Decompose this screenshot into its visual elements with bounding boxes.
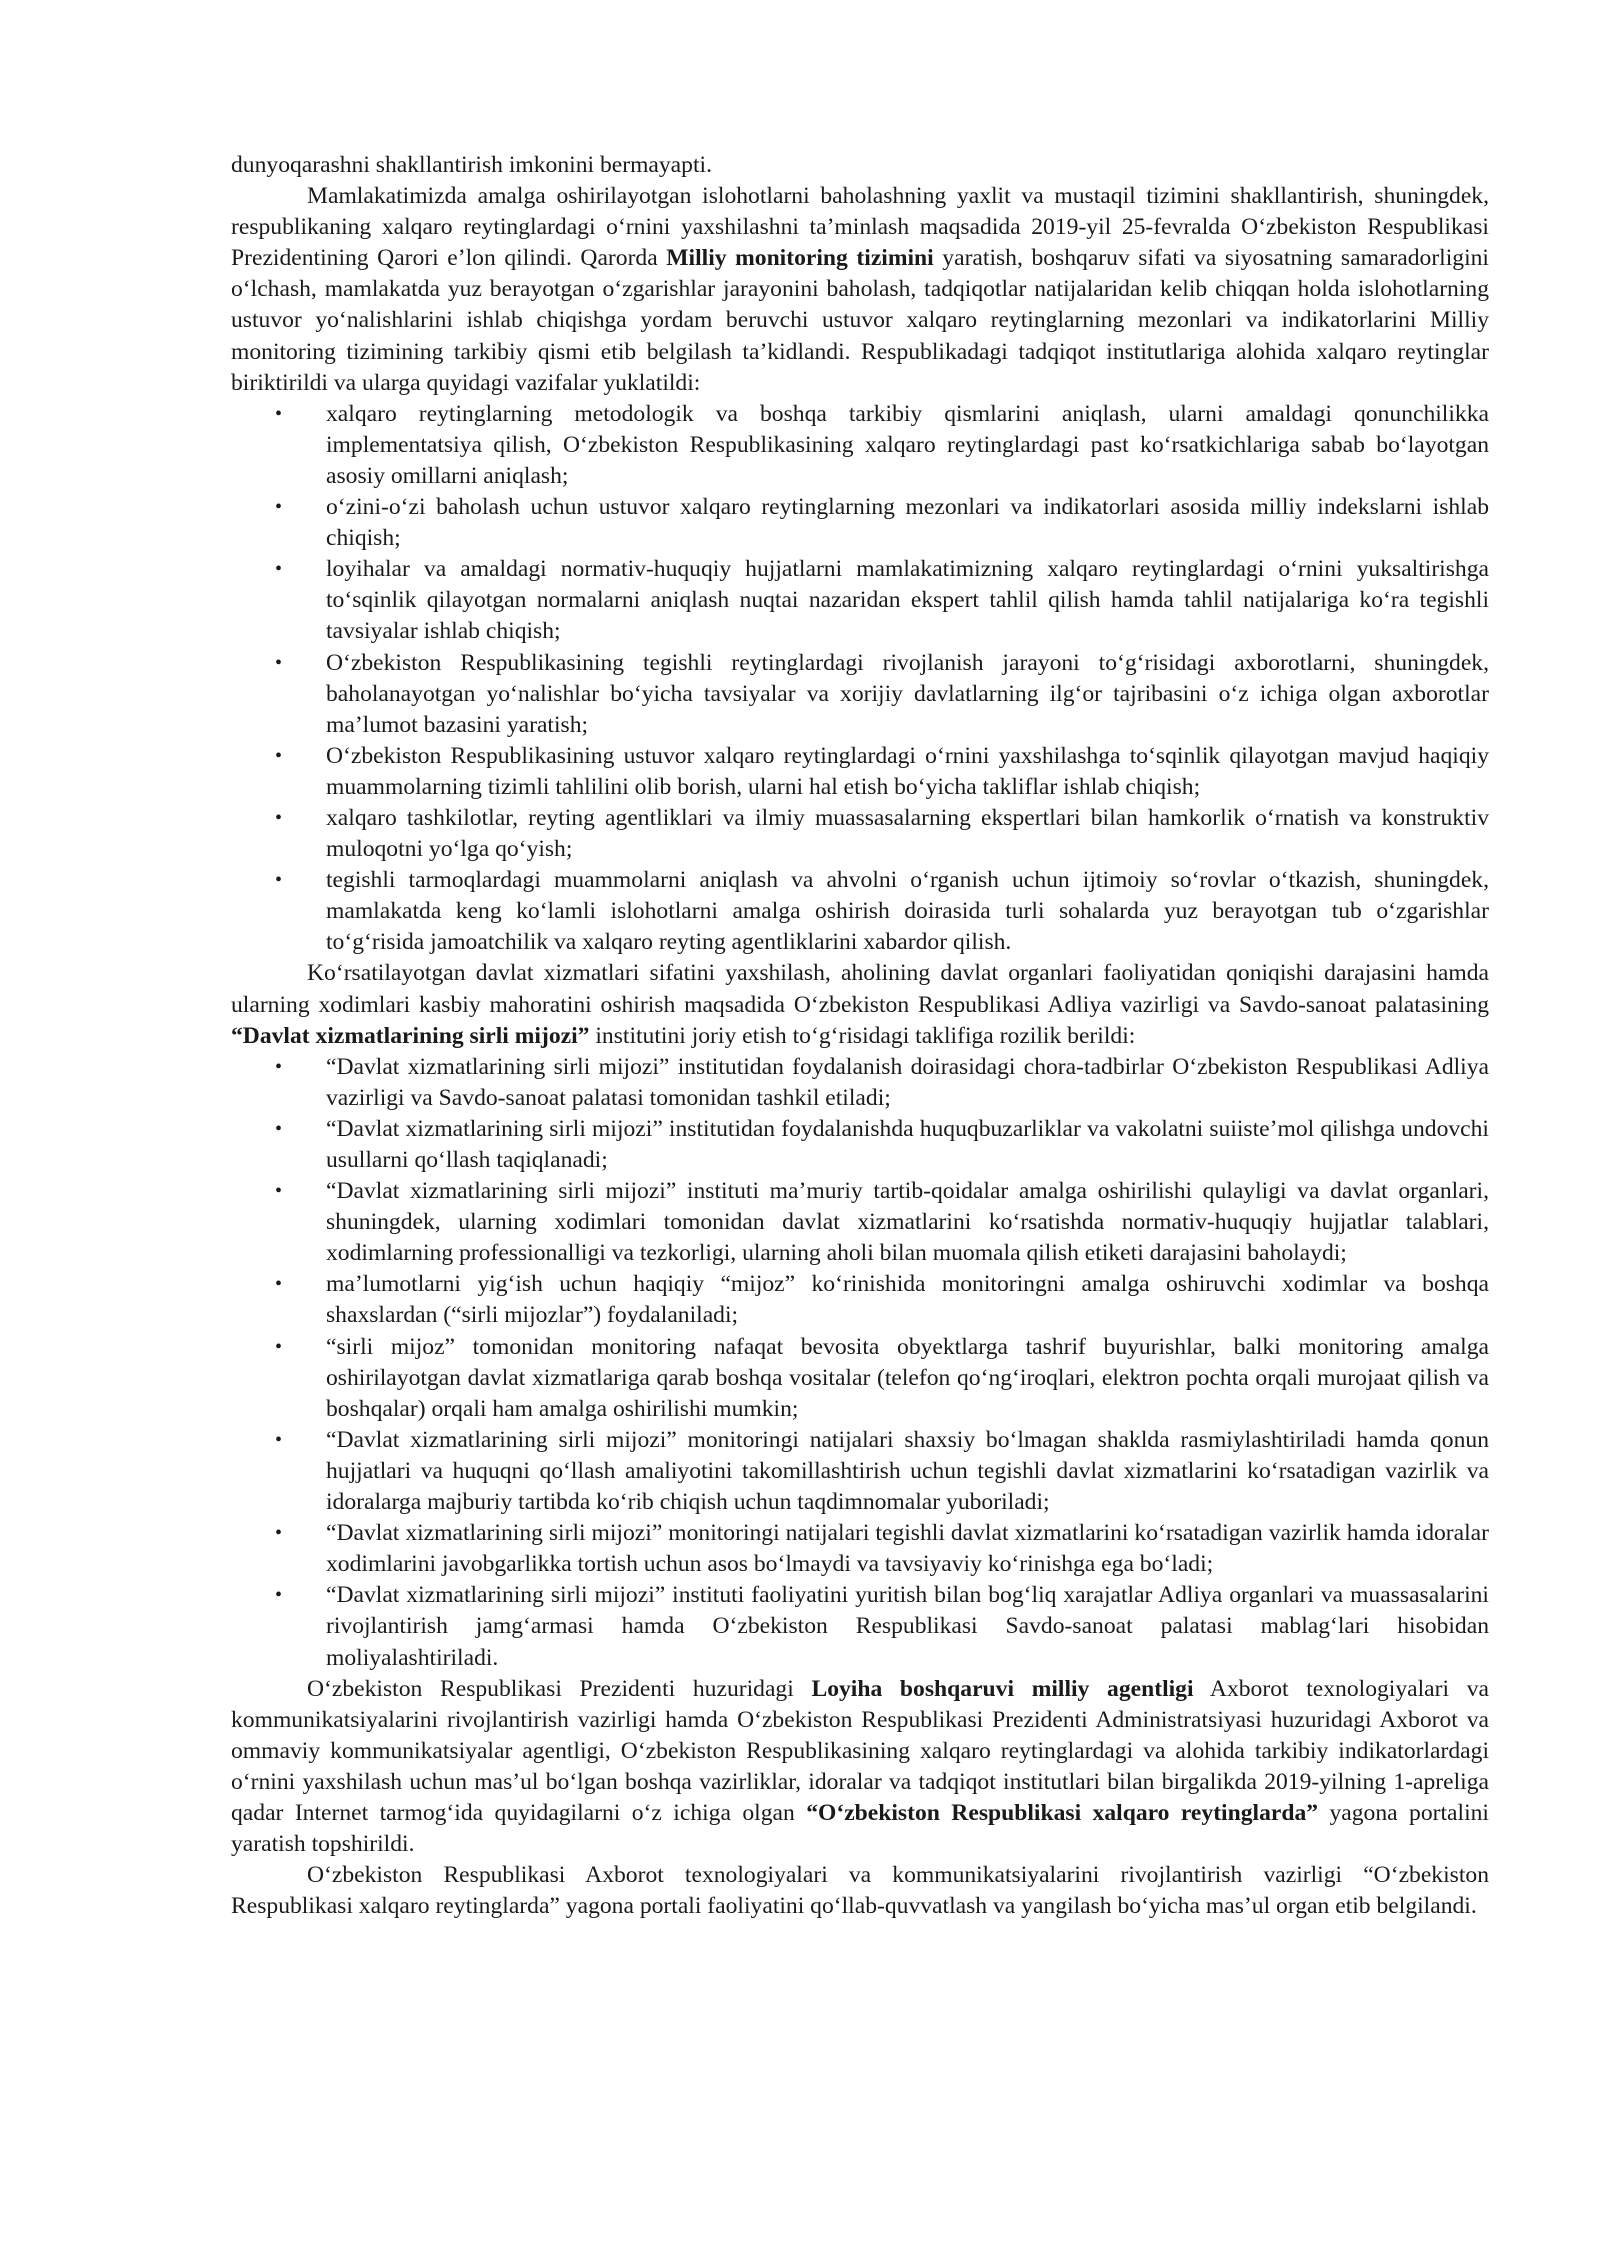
list-item: • o‘zini-o‘zi baholash uchun ustuvor xalqaro reytinglarning mezonlari va indikatorlari asosida milliy indekslarni ishlab chiqish; — [275, 494, 1489, 552]
list-item: • “Davlat xizmatlarining sirli mijozi” institutidan foydalanish doirasidagi chora-tadbirlar O‘zbekiston Respublikasi Adliya vazirligi va Savdo-sanoat palatasi tomonidan tashkil etiladi; — [275, 1053, 1489, 1111]
paragraph-responsible-body: O‘zbekiston Respublikasi Axborot texnologiyalari va kommunikatsiyalarini rivojlantirish vazirligi “O‘zbekiston Respublikasi xalqaro reytinglarda” yagona portali faoliyatini qo‘llab-quvvatlash va yangilash bo‘yicha mas’ul organ etib belgilandi. — [231, 1862, 1489, 1920]
bullet-icon: • — [275, 744, 283, 767]
bold-term-portal: “O‘zbekiston Respublikasi xalqaro reytinglarda” — [806, 1799, 1319, 1826]
bullet-icon: • — [275, 869, 283, 892]
bullet-icon: • — [275, 1117, 283, 1140]
bold-term-monitoring: Milliy monitoring tizimini — [666, 245, 934, 272]
bullet-icon: • — [275, 1180, 283, 1203]
list-item: • “Davlat xizmatlarining sirli mijozi” instituti faoliyatini yuritish bilan bog‘liq xarajatlar Adliya organlari va muassasalarini rivojlantirish jamg‘armasi hamda O‘zbekiston Respublikasi Savdo-sanoat palatasi mablag‘lari hisobidan moliyalashtiriladi. — [275, 1582, 1489, 1671]
list-item: • “Davlat xizmatlarining sirli mijozi” monitoringi natijalari shaxsiy bo‘lmagan shaklda rasmiylashtiriladi hamda qonun hujjatlari va huquqni qo‘llash amaliyotini takomillashtirish uchun tegishli davlat xizmatlarini ko‘rsatadigan vazirlik va idoralarga majburiy tartibda ko‘rib chiqish uchun taqdimnomalar yuboriladi; — [275, 1426, 1489, 1516]
bold-term-agency: Loyiha boshqaruvi milliy agentligi — [811, 1675, 1194, 1702]
list-item: • loyihalar va amaldagi normativ-huquqiy hujjatlarni mamlakatimizning xalqaro reytinglardagi o‘rnini yuksaltirishga to‘sqinlik qilayotgan normalarni aniqlash nuqtai nazaridan ekspert tahlil qilish hamda tahlil natijalariga ko‘ra tegishli tavsiyalar ishlab chiqish; — [275, 556, 1489, 645]
bullet-icon: • — [275, 402, 283, 425]
bullet-icon: • — [275, 806, 283, 829]
list-item: • xalqaro reytinglarning metodologik va boshqa tarkibiy qismlarini aniqlash, ularni amaldagi qonunchilikka implementatsiya qilish, O‘zbekiston Respublikasining xalqaro reytinglardagi past ko‘rsatkichlariga sabab bo‘layotgan asosiy omillarni aniqlash; — [275, 400, 1489, 489]
paragraph-national-monitoring: Mamlakatimizda amalga oshirilayotgan islohotlarni baholashning yaxlit va mustaqil tizimini shakllantirish, shuningdek, respublikaning xalqaro reytinglardagi o‘rnini yaxshilashni ta’minlash maqsadida 2019-yil 25-fevralda O‘zbekiston Respublikasi Prezidentining Qarori e’lon qilindi. Qarorda Milliy monitoring tizimini yaratish, boshqaruv sifati va siyosatning samaradorligini o‘lchash, mamlakatda yuz berayotgan o‘zgarishlar jarayonini baholash, tadqiqotlar natijalaridan kelib chiqqan holda islohotlarning ustuvor yo‘nalishlarini ishlab chiqishga yordam beruvchi ustuvor xalqaro reytinglarning mezonlari va indikatorlarini Milliy monitoring tizimining tarkibiy qismi etib belgilash ta’kidlandi. Respublikadagi tadqiqot institutlariga alohida xalqaro reytinglar biriktirildi va ularga quyidagi vazifalar yuklatildi: — [231, 183, 1489, 396]
tasks-list — [231, 399, 1489, 959]
list-item: • O‘zbekiston Respublikasining tegishli reytinglardagi rivojlanish jarayoni to‘g‘risidagi axborotlarni, shuningdek, baholanayotgan yo‘nalishlar bo‘yicha tavsiyalar va xorijiy davlatlarning ilg‘or tajribasini o‘z ichiga olgan axborotlar ma’lumot bazasini yaratish; — [275, 649, 1489, 738]
list-item: • tegishli tarmoqlardagi muammolarni aniqlash va ahvolni o‘rganish uchun ijtimoiy so‘rovlar o‘tkazish, shuningdek, mamlakatda keng ko‘lamli islohotlarni amalga oshirish doirasida turli sohalarda yuz berayotgan tub o‘zgarishlar to‘g‘risida jamoatchilik va xalqaro reyting agentliklarini xabardor qilish. — [275, 867, 1489, 956]
bullet-icon: • — [275, 1428, 283, 1451]
list-item: • “Davlat xizmatlarining sirli mijozi” monitoringi natijalari tegishli davlat xizmatlarini ko‘rsatadigan vazirlik hamda idoralar xodimlarini javobgarlikka tortish uchun asos bo‘lmaydi va tavsiyaviy ko‘rinishga ega bo‘ladi; — [275, 1520, 1489, 1578]
paragraph-project-agency: O‘zbekiston Respublikasi Prezidenti huzuridagi Loyiha boshqaruvi milliy agentligi Axborot texnologiyalari va kommunikatsiyalarini rivojlantirish vazirligi hamda O‘zbekiston Respublikasi Prezidenti Administratsiyasi huzuridagi Axborot va ommaviy kommunikatsiyalar agentligi, O‘zbekiston Respublikasining xalqaro reytinglardagi va alohida tarkibiy indikatorlardagi o‘rnini yaxshilash uchun mas’ul bo‘lgan boshqa vazirliklar, idoralar va tadqiqot institutlari bilan birgalikda 2019-yilning 1-apreliga qadar Internet tarmog‘ida quyidagilarni o‘z ichiga olgan “O‘zbekiston Respublikasi xalqaro reytinglarda” yagona portalini yaratish topshirildi. — [231, 1675, 1489, 1858]
mystery-client-list — [231, 1052, 1489, 1674]
list-item: • “sirli mijoz” tomonidan monitoring nafaqat bevosita obyektlarga tashrif buyurishlar, balki monitoring amalga oshirilayotgan davlat xizmatlariga qarab boshqa vositalar (telefon qo‘ng‘iroqlari, elektron pochta orqali murojaat qilish va boshqalar) orqali ham amalga oshirilishi mumkin; — [275, 1333, 1489, 1422]
bullet-icon: • — [275, 496, 283, 519]
list-item: • xalqaro tashkilotlar, reyting agentliklari va ilmiy muassasalarning ekspertlari bilan hamkorlik o‘rnatish va konstruktiv muloqotni yo‘lga qo‘yish; — [275, 804, 1489, 863]
paragraph-mystery-client: Ko‘rsatilayotgan davlat xizmatlari sifatini yaxshilash, aholining davlat organlari faoliyatidan qoniqishi darajasini hamda ularning xodimlari kasbiy mahoratini oshirish maqsadida O‘zbekiston Respublikasi Adliya vazirligi va Savdo-sanoat palatasining “Davlat xizmatlarining sirli mijozi” institutini joriy etish to‘g‘risidagi taklifiga rozilik berildi: — [231, 960, 1489, 1049]
bullet-icon: • — [275, 1584, 283, 1607]
list-item: • ma’lumotlarni yig‘ish uchun haqiqiy “mijoz” ko‘rinishida monitoringni amalga oshiruvchi xodimlar va boshqa shaxslardan (“sirli mijozlar”) foydalaniladi; — [275, 1271, 1489, 1329]
bullet-icon: • — [275, 1055, 283, 1078]
document-page — [231, 150, 1489, 1922]
bullet-icon: • — [275, 651, 283, 674]
list-item: • “Davlat xizmatlarining sirli mijozi” institutidan foydalanishda huquqbuzarliklar va vakolatni suiiste’mol qilishga undovchi usullarni qo‘llash taqiqlanadi; — [275, 1115, 1489, 1173]
bullet-icon: • — [275, 1335, 283, 1358]
paragraph-continuation: dunyoqarashni shakllantirish imkonini bermayapti. — [231, 152, 712, 178]
bullet-icon: • — [275, 558, 283, 581]
list-item: • O‘zbekiston Respublikasining ustuvor xalqaro reytinglardagi o‘rnini yaxshilashga to‘sqinlik qilayotgan mavjud haqiqiy muammolarning tizimli tahlilini olib borish, ularni hal etish bo‘yicha takliflar ishlab chiqish; — [275, 742, 1489, 800]
list-item: • “Davlat xizmatlarining sirli mijozi” instituti ma’muriy tartib-qoidalar amalga oshirilishi qulayligi va davlat organlari, shuningdek, ularning xodimlari tomonidan davlat xizmatlarini ko‘rsatishda normativ-huquqiy hujjatlar talablari, xodimlarning professionalligi va tezkorligi, ularning aholi bilan muomala qilish etiketi darajasini baholaydi; — [275, 1178, 1489, 1267]
bullet-icon: • — [275, 1273, 283, 1296]
bold-term-mystery-client: “Davlat xizmatlarining sirli mijozi” — [231, 1022, 590, 1049]
bullet-icon: • — [275, 1522, 283, 1545]
